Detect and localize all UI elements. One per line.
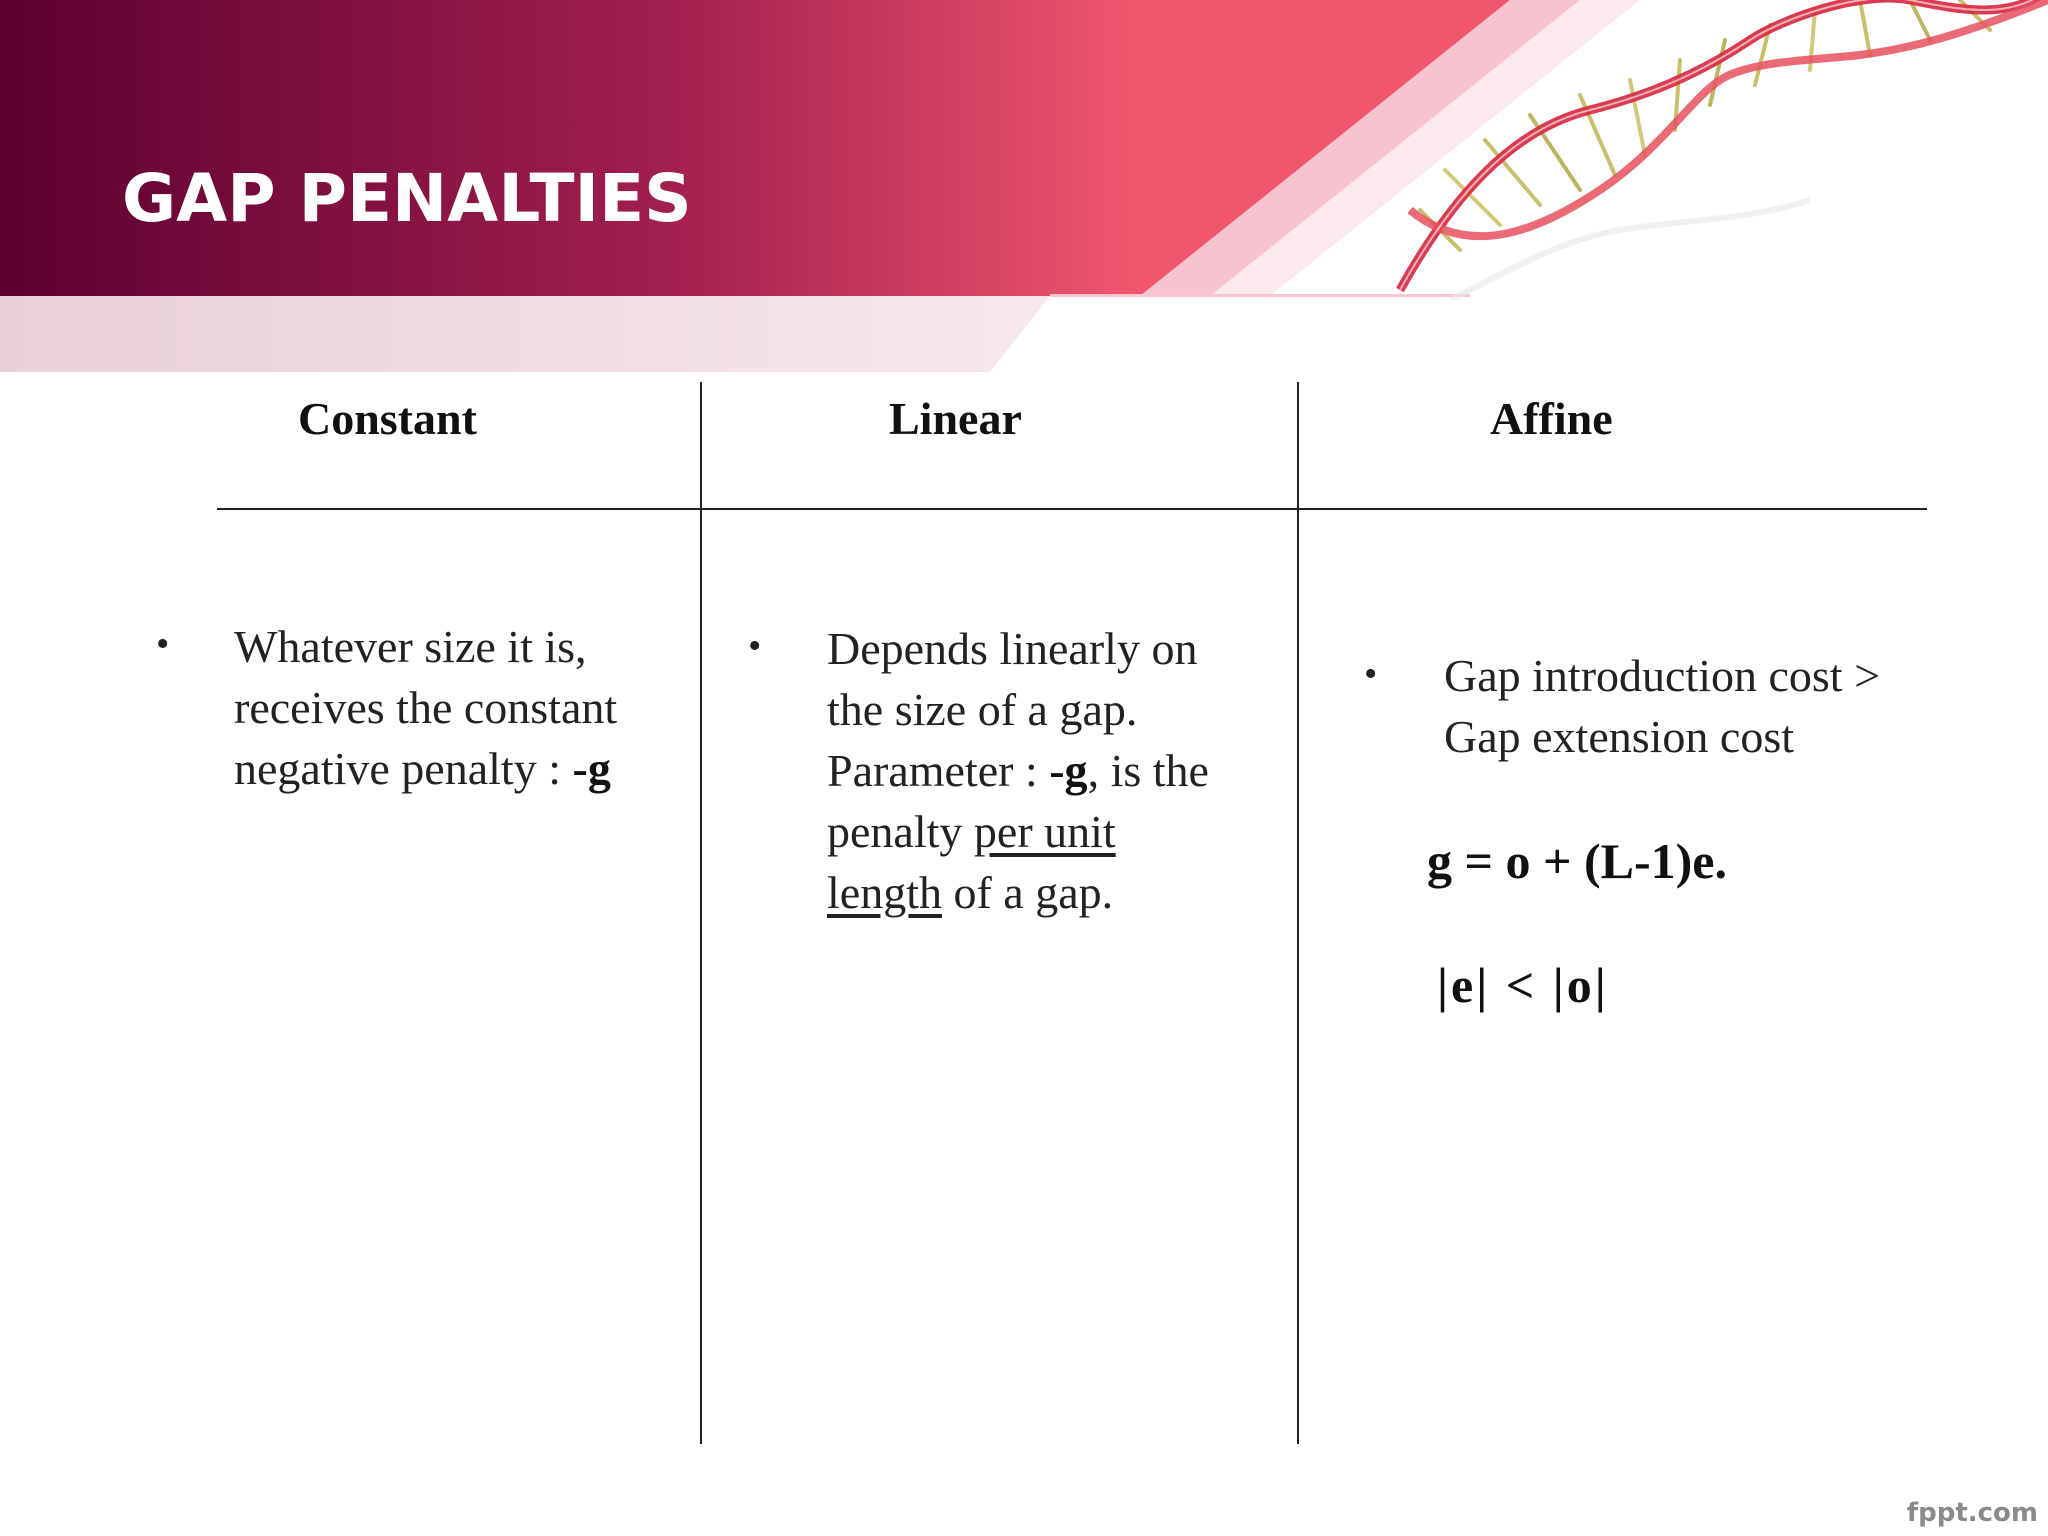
linear-bold-term: -g <box>1049 745 1088 796</box>
linear-line-5-post: of a gap. <box>941 867 1114 918</box>
linear-line-1: Depends linearly on <box>827 623 1198 674</box>
constant-line-2: receives the constant <box>234 682 618 733</box>
affine-formula: g = o + (L-1)e. <box>1427 833 1727 889</box>
constant-bold-term: -g <box>572 743 611 794</box>
column-heading-constant: Constant <box>298 393 477 444</box>
constant-line-3-text: negative penalty : <box>234 743 573 794</box>
affine-inequality: |e| < |o| <box>1437 957 1609 1013</box>
header-divider <box>217 508 1927 510</box>
linear-line-2: the size of a gap. <box>827 684 1138 735</box>
bullet-affine: • <box>1364 653 1378 695</box>
dna-helix-icon <box>1390 0 2048 300</box>
constant-line-3 <box>234 738 694 799</box>
column-divider-1 <box>700 382 702 1444</box>
slide-title: GAP PENALTIES <box>122 160 692 237</box>
footer-brand: fppt.com <box>1906 1498 2038 1528</box>
bullet-linear: • <box>748 625 762 667</box>
constant-description <box>234 616 694 799</box>
linear-description <box>827 618 1287 923</box>
bullet-constant: • <box>156 623 170 665</box>
column-heading-linear: Linear <box>889 393 1022 444</box>
linear-line-3-pre: Parameter : <box>827 745 1050 796</box>
linear-underlined-per-unit: per unit <box>973 806 1116 857</box>
column-divider-2 <box>1297 382 1299 1444</box>
constant-line-1: Whatever size it is, <box>234 621 587 672</box>
affine-line-2: Gap extension cost <box>1444 711 1795 762</box>
linear-line-3 <box>827 740 1287 801</box>
affine-description <box>1444 645 1944 767</box>
affine-line-1: Gap introduction cost > <box>1444 650 1881 701</box>
column-heading-affine: Affine <box>1490 393 1613 444</box>
linear-line-4 <box>827 801 1287 862</box>
linear-line-4-pre: penalty <box>827 806 974 857</box>
linear-line-5 <box>827 862 1287 923</box>
linear-underlined-length: length <box>827 867 942 918</box>
linear-line-3-post: , is the <box>1087 745 1209 796</box>
